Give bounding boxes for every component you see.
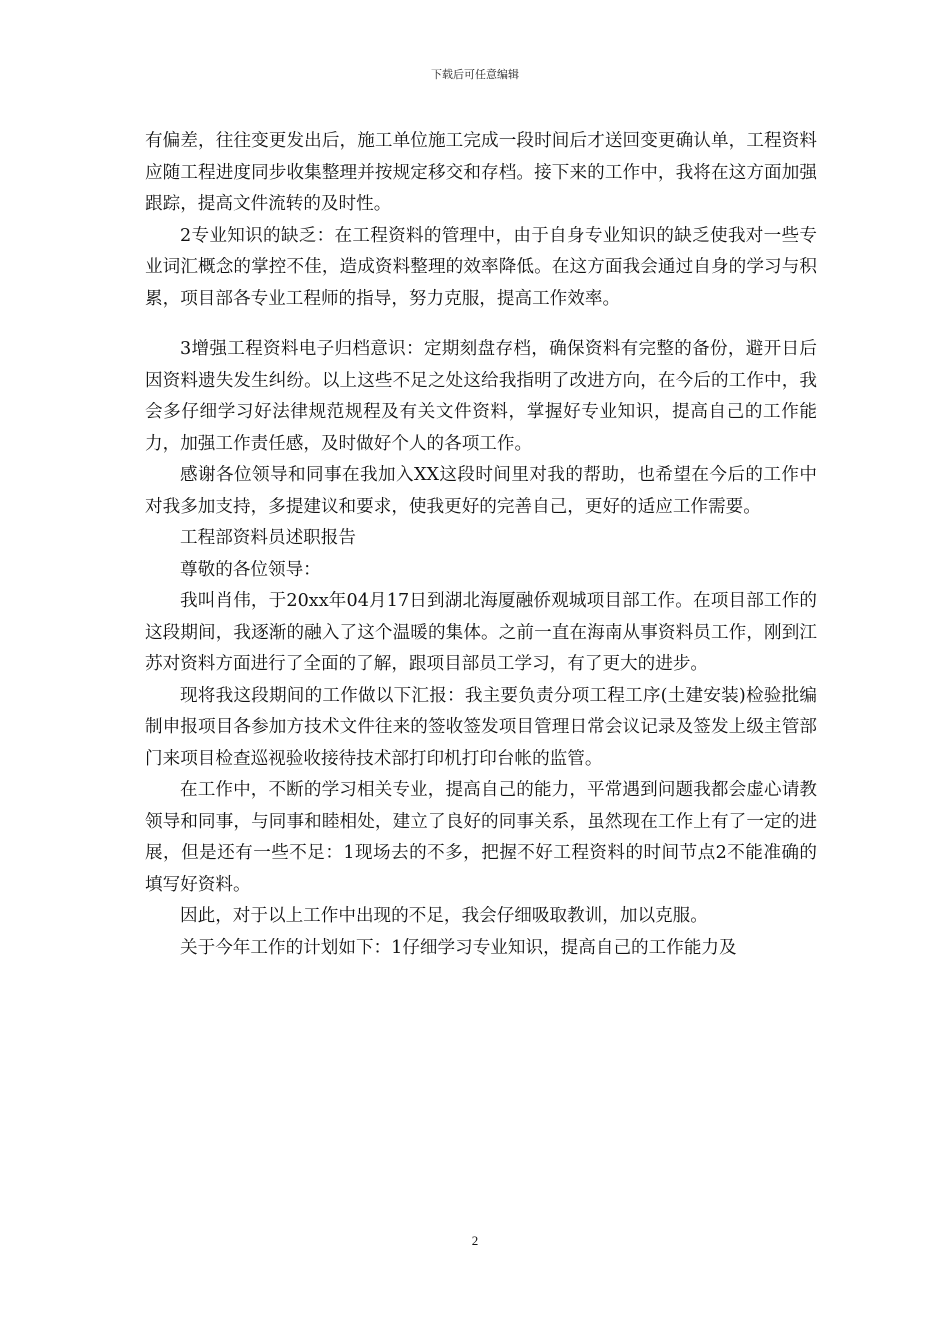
paragraph: 有偏差，往往变更发出后，施工单位施工完成一段时间后才送回变更确认单，工程资料应随工程进度同步收集整理并按规定移交和存档。接下来的工作中，我将在这方面加强跟踪，提高文件流转的及时性。 xyxy=(145,131,817,214)
paragraph: 2专业知识的缺乏：在工程资料的管理中，由于自身专业知识的缺乏使我对一些专业词汇概念的掌控不佳，造成资料整理的效率降低。在这方面我会通过自身的学习与积累，项目部各专业工程师的指导，努力克服，提高工作效率。 xyxy=(145,225,817,309)
paragraph: 现将我这段期间的工作做以下汇报：我主要负责分项工程工序(土建安装)检验批编制申报项目各参加方技术文件往来的签收签发项目管理日常会议记录及签发上级主管部门来项目检查巡视验收接待技术部打印机打印台帐的监管。 xyxy=(145,685,817,769)
page-number: 2 xyxy=(471,1233,479,1248)
paragraph: 在工作中，不断的学习相关专业，提高自己的能力，平常遇到问题我都会虚心请教领导和同事，与同事和睦相处，建立了良好的同事关系，虽然现在工作上有了一定的进展，但是还有一些不足：1现场去的不多，把握不好工程资料的时间节点2不能准确的填写好资料。 xyxy=(145,780,817,895)
paragraph: 因此，对于以上工作中出现的不足，我会仔细吸取教训，加以克服。 xyxy=(180,906,708,926)
section-title: 工程部资料员述职报告 xyxy=(180,528,356,548)
paragraph: 关于今年工作的计划如下：1仔细学习专业知识，提高自己的工作能力及 xyxy=(180,937,737,958)
paragraph: 我叫肖伟，于20xx年04月17日到湖北海厦融侨观城项目部工作。在项目部工作的这段期间，我逐渐的融入了这个温暖的集体。之前一直在海南从事资料员工作，刚到江苏对资料方面进行了全面的了解，跟项目部员工学习，有了更大的进步。 xyxy=(145,591,817,674)
document-body xyxy=(145,126,817,964)
page-header: 下载后可任意编辑 xyxy=(431,68,519,81)
paragraph: 3增强工程资料电子归档意识：定期刻盘存档，确保资料有完整的备份，避开日后因资料遗失发生纠纷。以上这些不足之处这给我指明了改进方向，在今后的工作中，我会多仔细学习好法律规范规程及有关文件资料，掌握好专业知识，提高自己的工作能力，加强工作责任感，及时做好个人的各项工作。 xyxy=(145,339,817,454)
paragraph: 感谢各位领导和同事在我加入XX这段时间里对我的帮助，也希望在今后的工作中对我多加支持，多提建议和要求，使我更好的完善自己，更好的适应工作需要。 xyxy=(145,465,817,517)
salutation: 尊敬的各位领导： xyxy=(180,559,321,580)
